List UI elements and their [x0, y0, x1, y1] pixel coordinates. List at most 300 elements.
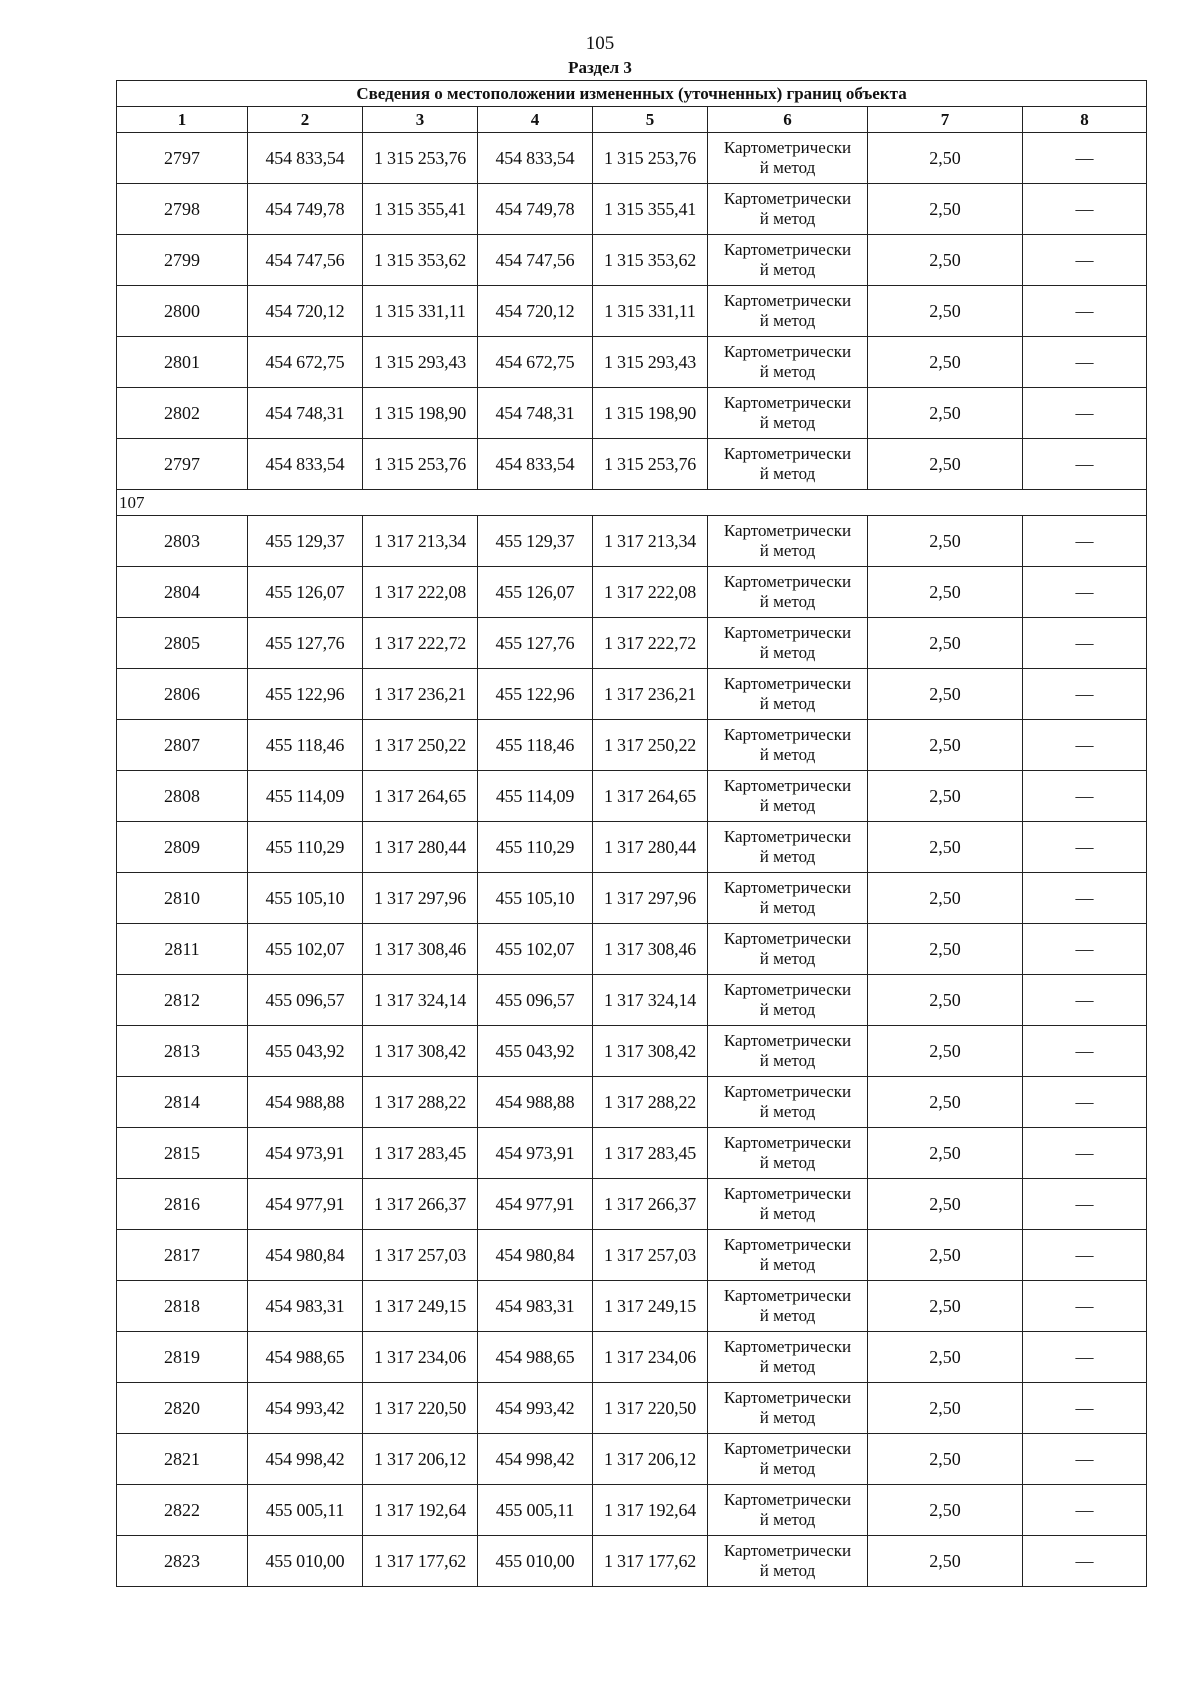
y-new-cell: 1 317 308,42 [593, 1026, 708, 1077]
x-existing-cell: 455 010,00 [248, 1536, 363, 1587]
accuracy-cell: 2,50 [868, 1128, 1023, 1179]
x-existing-cell: 454 747,56 [248, 235, 363, 286]
section-title: Раздел 3 [568, 58, 632, 77]
note-cell: — [1023, 133, 1147, 184]
method-cell [708, 516, 868, 567]
point-id-cell: 2822 [117, 1485, 248, 1536]
note-cell: — [1023, 771, 1147, 822]
table-row [117, 388, 1147, 439]
method-cell [708, 1026, 868, 1077]
y-new-cell: 1 317 177,62 [593, 1536, 708, 1587]
note-cell: — [1023, 1281, 1147, 1332]
table-row [117, 133, 1147, 184]
point-id-cell: 2810 [117, 873, 248, 924]
accuracy-cell: 2,50 [868, 184, 1023, 235]
point-id-cell: 2804 [117, 567, 248, 618]
accuracy-cell: 2,50 [868, 1536, 1023, 1587]
point-id-cell: 2813 [117, 1026, 248, 1077]
y-new-cell: 1 315 253,76 [593, 133, 708, 184]
method-text-line1: Картометрически [723, 1235, 852, 1254]
column-header: 5 [593, 107, 708, 133]
method-text-line1: Картометрически [723, 725, 852, 744]
table-row [117, 1077, 1147, 1128]
method-text-line2: й метод [759, 1561, 816, 1580]
y-existing-cell: 1 317 257,03 [363, 1230, 478, 1281]
accuracy-cell: 2,50 [868, 873, 1023, 924]
y-existing-cell: 1 317 177,62 [363, 1536, 478, 1587]
accuracy-cell: 2,50 [868, 1026, 1023, 1077]
y-existing-cell: 1 315 331,11 [363, 286, 478, 337]
y-new-cell: 1 315 353,62 [593, 235, 708, 286]
y-existing-cell: 1 317 222,72 [363, 618, 478, 669]
method-text-line1: Картометрически [723, 240, 852, 259]
note-cell: — [1023, 235, 1147, 286]
method-text-line2: й метод [759, 1255, 816, 1274]
method-text-line2: й метод [759, 592, 816, 611]
x-existing-cell: 455 096,57 [248, 975, 363, 1026]
column-header: 2 [248, 107, 363, 133]
table-caption-row [117, 81, 1147, 107]
accuracy-cell: 2,50 [868, 1230, 1023, 1281]
y-existing-cell: 1 317 206,12 [363, 1434, 478, 1485]
method-text-line1: Картометрически [723, 827, 852, 846]
table-row [117, 337, 1147, 388]
note-cell: — [1023, 1536, 1147, 1587]
coordinates-table [116, 80, 1147, 1587]
x-new-cell: 454 977,91 [478, 1179, 593, 1230]
y-new-cell: 1 317 213,34 [593, 516, 708, 567]
note-cell: — [1023, 567, 1147, 618]
x-new-cell: 454 993,42 [478, 1383, 593, 1434]
note-cell: — [1023, 1128, 1147, 1179]
table-row [117, 1383, 1147, 1434]
method-text-line1: Картометрически [723, 878, 852, 897]
table-caption: Сведения о местоположении измененных (уточненных) границ объекта [117, 81, 1147, 107]
y-new-cell: 1 315 253,76 [593, 439, 708, 490]
method-text-line1: Картометрически [723, 1439, 852, 1458]
method-text-line2: й метод [759, 694, 816, 713]
method-text-line2: й метод [759, 464, 816, 483]
page-number: 105 [585, 33, 615, 54]
y-existing-cell: 1 317 308,46 [363, 924, 478, 975]
x-existing-cell: 454 980,84 [248, 1230, 363, 1281]
x-new-cell: 454 749,78 [478, 184, 593, 235]
method-text-line2: й метод [759, 1000, 816, 1019]
y-new-cell: 1 317 222,08 [593, 567, 708, 618]
x-existing-cell: 455 129,37 [248, 516, 363, 567]
method-text-line2: й метод [759, 1306, 816, 1325]
method-cell [708, 1077, 868, 1128]
y-new-cell: 1 317 283,45 [593, 1128, 708, 1179]
point-id-cell: 2814 [117, 1077, 248, 1128]
x-new-cell: 454 720,12 [478, 286, 593, 337]
accuracy-cell: 2,50 [868, 1485, 1023, 1536]
method-cell [708, 873, 868, 924]
x-new-cell: 454 672,75 [478, 337, 593, 388]
accuracy-cell: 2,50 [868, 1179, 1023, 1230]
method-text-line1: Картометрически [723, 929, 852, 948]
accuracy-cell: 2,50 [868, 516, 1023, 567]
y-existing-cell: 1 317 236,21 [363, 669, 478, 720]
y-existing-cell: 1 315 253,76 [363, 133, 478, 184]
table-row [117, 516, 1147, 567]
x-existing-cell: 454 983,31 [248, 1281, 363, 1332]
x-new-cell: 455 122,96 [478, 669, 593, 720]
table-row [117, 1026, 1147, 1077]
point-id-cell: 2823 [117, 1536, 248, 1587]
y-new-cell: 1 317 288,22 [593, 1077, 708, 1128]
x-existing-cell: 454 720,12 [248, 286, 363, 337]
method-cell [708, 1179, 868, 1230]
point-id-cell: 2803 [117, 516, 248, 567]
note-cell: — [1023, 873, 1147, 924]
accuracy-cell: 2,50 [868, 924, 1023, 975]
method-text-line1: Картометрически [723, 980, 852, 999]
x-new-cell: 455 127,76 [478, 618, 593, 669]
point-id-cell: 2806 [117, 669, 248, 720]
table-row [117, 235, 1147, 286]
method-text-line1: Картометрически [723, 342, 852, 361]
method-text-line1: Картометрически [723, 1388, 852, 1407]
method-text-line1: Картометрически [723, 138, 852, 157]
y-existing-cell: 1 315 198,90 [363, 388, 478, 439]
note-cell: — [1023, 439, 1147, 490]
y-existing-cell: 1 317 264,65 [363, 771, 478, 822]
x-new-cell: 454 988,88 [478, 1077, 593, 1128]
method-text-line1: Картометрически [723, 1337, 852, 1356]
point-id-cell: 2818 [117, 1281, 248, 1332]
table-row [117, 924, 1147, 975]
note-cell: — [1023, 184, 1147, 235]
y-new-cell: 1 317 222,72 [593, 618, 708, 669]
accuracy-cell: 2,50 [868, 567, 1023, 618]
note-cell: — [1023, 975, 1147, 1026]
x-new-cell: 454 748,31 [478, 388, 593, 439]
x-new-cell: 454 988,65 [478, 1332, 593, 1383]
y-existing-cell: 1 317 266,37 [363, 1179, 478, 1230]
accuracy-cell: 2,50 [868, 720, 1023, 771]
y-new-cell: 1 317 250,22 [593, 720, 708, 771]
method-text-line1: Картометрически [723, 444, 852, 463]
accuracy-cell: 2,50 [868, 235, 1023, 286]
y-existing-cell: 1 315 355,41 [363, 184, 478, 235]
accuracy-cell: 2,50 [868, 618, 1023, 669]
method-text-line2: й метод [759, 949, 816, 968]
note-cell: — [1023, 1485, 1147, 1536]
x-existing-cell: 455 114,09 [248, 771, 363, 822]
accuracy-cell: 2,50 [868, 286, 1023, 337]
x-new-cell: 455 096,57 [478, 975, 593, 1026]
accuracy-cell: 2,50 [868, 975, 1023, 1026]
x-new-cell: 455 114,09 [478, 771, 593, 822]
accuracy-cell: 2,50 [868, 669, 1023, 720]
method-text-line1: Картометрически [723, 674, 852, 693]
table-row [117, 1485, 1147, 1536]
method-text-line1: Картометрически [723, 1286, 852, 1305]
method-text-line2: й метод [759, 745, 816, 764]
table-row [117, 873, 1147, 924]
x-existing-cell: 455 105,10 [248, 873, 363, 924]
column-number-row [117, 107, 1147, 133]
x-new-cell: 455 105,10 [478, 873, 593, 924]
accuracy-cell: 2,50 [868, 337, 1023, 388]
y-existing-cell: 1 315 293,43 [363, 337, 478, 388]
method-cell [708, 669, 868, 720]
point-id-cell: 2807 [117, 720, 248, 771]
x-existing-cell: 454 977,91 [248, 1179, 363, 1230]
note-cell: — [1023, 1077, 1147, 1128]
x-existing-cell: 454 833,54 [248, 133, 363, 184]
method-text-line1: Картометрически [723, 521, 852, 540]
method-text-line2: й метод [759, 362, 816, 381]
x-new-cell: 455 005,11 [478, 1485, 593, 1536]
x-existing-cell: 454 993,42 [248, 1383, 363, 1434]
method-cell [708, 388, 868, 439]
note-cell: — [1023, 286, 1147, 337]
table-row [117, 1332, 1147, 1383]
x-new-cell: 455 043,92 [478, 1026, 593, 1077]
x-new-cell: 455 118,46 [478, 720, 593, 771]
y-new-cell: 1 317 297,96 [593, 873, 708, 924]
point-id-cell: 2802 [117, 388, 248, 439]
point-id-cell: 2811 [117, 924, 248, 975]
x-existing-cell: 455 122,96 [248, 669, 363, 720]
x-new-cell: 454 983,31 [478, 1281, 593, 1332]
point-id-cell: 2819 [117, 1332, 248, 1383]
note-cell: — [1023, 516, 1147, 567]
x-existing-cell: 454 833,54 [248, 439, 363, 490]
point-id-cell: 2809 [117, 822, 248, 873]
note-cell: — [1023, 337, 1147, 388]
method-cell [708, 184, 868, 235]
method-cell [708, 286, 868, 337]
method-text-line2: й метод [759, 413, 816, 432]
method-cell [708, 1434, 868, 1485]
y-new-cell: 1 317 220,50 [593, 1383, 708, 1434]
method-cell [708, 720, 868, 771]
x-existing-cell: 455 118,46 [248, 720, 363, 771]
method-text-line1: Картометрически [723, 1082, 852, 1101]
y-new-cell: 1 317 234,06 [593, 1332, 708, 1383]
method-cell [708, 439, 868, 490]
x-new-cell: 454 998,42 [478, 1434, 593, 1485]
y-existing-cell: 1 317 192,64 [363, 1485, 478, 1536]
method-text-line1: Картометрически [723, 776, 852, 795]
method-cell [708, 1128, 868, 1179]
table-row [117, 1536, 1147, 1587]
x-existing-cell: 454 998,42 [248, 1434, 363, 1485]
accuracy-cell: 2,50 [868, 771, 1023, 822]
column-header: 8 [1023, 107, 1147, 133]
method-text-line1: Картометрически [723, 1031, 852, 1050]
point-id-cell: 2820 [117, 1383, 248, 1434]
x-existing-cell: 455 043,92 [248, 1026, 363, 1077]
method-text-line1: Картометрически [723, 291, 852, 310]
column-header: 4 [478, 107, 593, 133]
method-text-line1: Картометрически [723, 572, 852, 591]
method-text-line1: Картометрически [723, 1541, 852, 1560]
x-existing-cell: 454 672,75 [248, 337, 363, 388]
table-row [117, 1230, 1147, 1281]
note-cell: — [1023, 1383, 1147, 1434]
method-cell [708, 618, 868, 669]
note-cell: — [1023, 388, 1147, 439]
x-new-cell: 455 010,00 [478, 1536, 593, 1587]
accuracy-cell: 2,50 [868, 1077, 1023, 1128]
y-new-cell: 1 315 331,11 [593, 286, 708, 337]
y-new-cell: 1 317 249,15 [593, 1281, 708, 1332]
accuracy-cell: 2,50 [868, 1332, 1023, 1383]
note-cell: — [1023, 720, 1147, 771]
y-existing-cell: 1 317 308,42 [363, 1026, 478, 1077]
method-cell [708, 1281, 868, 1332]
method-text-line2: й метод [759, 643, 816, 662]
note-cell: — [1023, 822, 1147, 873]
x-existing-cell: 455 102,07 [248, 924, 363, 975]
method-text-line2: й метод [759, 1510, 816, 1529]
table-row [117, 720, 1147, 771]
contour-group-row [117, 490, 1147, 516]
column-header: 3 [363, 107, 478, 133]
note-cell: — [1023, 924, 1147, 975]
y-existing-cell: 1 317 288,22 [363, 1077, 478, 1128]
table-row [117, 439, 1147, 490]
method-cell [708, 1230, 868, 1281]
table-row [117, 286, 1147, 337]
point-id-cell: 2805 [117, 618, 248, 669]
y-new-cell: 1 317 236,21 [593, 669, 708, 720]
method-text-line2: й метод [759, 1153, 816, 1172]
method-text-line1: Картометрически [723, 189, 852, 208]
x-existing-cell: 454 748,31 [248, 388, 363, 439]
x-new-cell: 454 747,56 [478, 235, 593, 286]
y-existing-cell: 1 317 283,45 [363, 1128, 478, 1179]
point-id-cell: 2797 [117, 133, 248, 184]
method-cell [708, 567, 868, 618]
y-new-cell: 1 315 293,43 [593, 337, 708, 388]
note-cell: — [1023, 618, 1147, 669]
method-text-line2: й метод [759, 796, 816, 815]
y-new-cell: 1 317 257,03 [593, 1230, 708, 1281]
x-new-cell: 454 833,54 [478, 439, 593, 490]
point-id-cell: 2799 [117, 235, 248, 286]
x-new-cell: 455 129,37 [478, 516, 593, 567]
contour-number: 107 [117, 490, 1147, 516]
method-text-line2: й метод [759, 1459, 816, 1478]
point-id-cell: 2798 [117, 184, 248, 235]
method-cell [708, 822, 868, 873]
x-existing-cell: 454 988,65 [248, 1332, 363, 1383]
method-text-line1: Картометрически [723, 393, 852, 412]
y-new-cell: 1 317 324,14 [593, 975, 708, 1026]
x-existing-cell: 455 126,07 [248, 567, 363, 618]
y-existing-cell: 1 317 250,22 [363, 720, 478, 771]
point-id-cell: 2812 [117, 975, 248, 1026]
x-new-cell: 454 980,84 [478, 1230, 593, 1281]
x-new-cell: 454 973,91 [478, 1128, 593, 1179]
method-cell [708, 975, 868, 1026]
y-new-cell: 1 317 280,44 [593, 822, 708, 873]
method-text-line2: й метод [759, 541, 816, 560]
note-cell: — [1023, 1434, 1147, 1485]
note-cell: — [1023, 1179, 1147, 1230]
method-text-line1: Картометрически [723, 1133, 852, 1152]
method-text-line1: Картометрически [723, 1490, 852, 1509]
point-id-cell: 2800 [117, 286, 248, 337]
y-new-cell: 1 317 266,37 [593, 1179, 708, 1230]
table-row [117, 1179, 1147, 1230]
method-text-line2: й метод [759, 158, 816, 177]
point-id-cell: 2808 [117, 771, 248, 822]
x-existing-cell: 454 973,91 [248, 1128, 363, 1179]
y-existing-cell: 1 317 234,06 [363, 1332, 478, 1383]
method-text-line1: Картометрически [723, 1184, 852, 1203]
table-row [117, 618, 1147, 669]
accuracy-cell: 2,50 [868, 1281, 1023, 1332]
y-new-cell: 1 317 206,12 [593, 1434, 708, 1485]
y-existing-cell: 1 317 297,96 [363, 873, 478, 924]
y-new-cell: 1 317 192,64 [593, 1485, 708, 1536]
method-text-line2: й метод [759, 1051, 816, 1070]
method-cell [708, 337, 868, 388]
x-existing-cell: 454 988,88 [248, 1077, 363, 1128]
y-existing-cell: 1 317 220,50 [363, 1383, 478, 1434]
point-id-cell: 2797 [117, 439, 248, 490]
y-existing-cell: 1 317 249,15 [363, 1281, 478, 1332]
point-id-cell: 2821 [117, 1434, 248, 1485]
table-row [117, 771, 1147, 822]
y-new-cell: 1 317 264,65 [593, 771, 708, 822]
accuracy-cell: 2,50 [868, 822, 1023, 873]
y-existing-cell: 1 315 253,76 [363, 439, 478, 490]
table-body [117, 133, 1147, 1587]
table-row [117, 184, 1147, 235]
method-cell [708, 1536, 868, 1587]
x-new-cell: 455 126,07 [478, 567, 593, 618]
y-existing-cell: 1 315 353,62 [363, 235, 478, 286]
method-cell [708, 1332, 868, 1383]
column-header: 6 [708, 107, 868, 133]
table-row [117, 669, 1147, 720]
coordinates-table-container [116, 80, 1146, 1587]
x-new-cell: 455 110,29 [478, 822, 593, 873]
point-id-cell: 2816 [117, 1179, 248, 1230]
x-new-cell: 455 102,07 [478, 924, 593, 975]
method-cell [708, 235, 868, 286]
method-text-line2: й метод [759, 1357, 816, 1376]
table-row [117, 1128, 1147, 1179]
point-id-cell: 2817 [117, 1230, 248, 1281]
method-text-line2: й метод [759, 847, 816, 866]
x-new-cell: 454 833,54 [478, 133, 593, 184]
accuracy-cell: 2,50 [868, 1383, 1023, 1434]
method-text-line1: Картометрически [723, 623, 852, 642]
method-cell [708, 1383, 868, 1434]
method-text-line2: й метод [759, 1204, 816, 1223]
note-cell: — [1023, 669, 1147, 720]
note-cell: — [1023, 1026, 1147, 1077]
table-row [117, 567, 1147, 618]
accuracy-cell: 2,50 [868, 133, 1023, 184]
column-header: 7 [868, 107, 1023, 133]
method-cell [708, 924, 868, 975]
y-new-cell: 1 315 198,90 [593, 388, 708, 439]
column-header: 1 [117, 107, 248, 133]
accuracy-cell: 2,50 [868, 1434, 1023, 1485]
table-row [117, 822, 1147, 873]
y-existing-cell: 1 317 324,14 [363, 975, 478, 1026]
method-text-line2: й метод [759, 311, 816, 330]
